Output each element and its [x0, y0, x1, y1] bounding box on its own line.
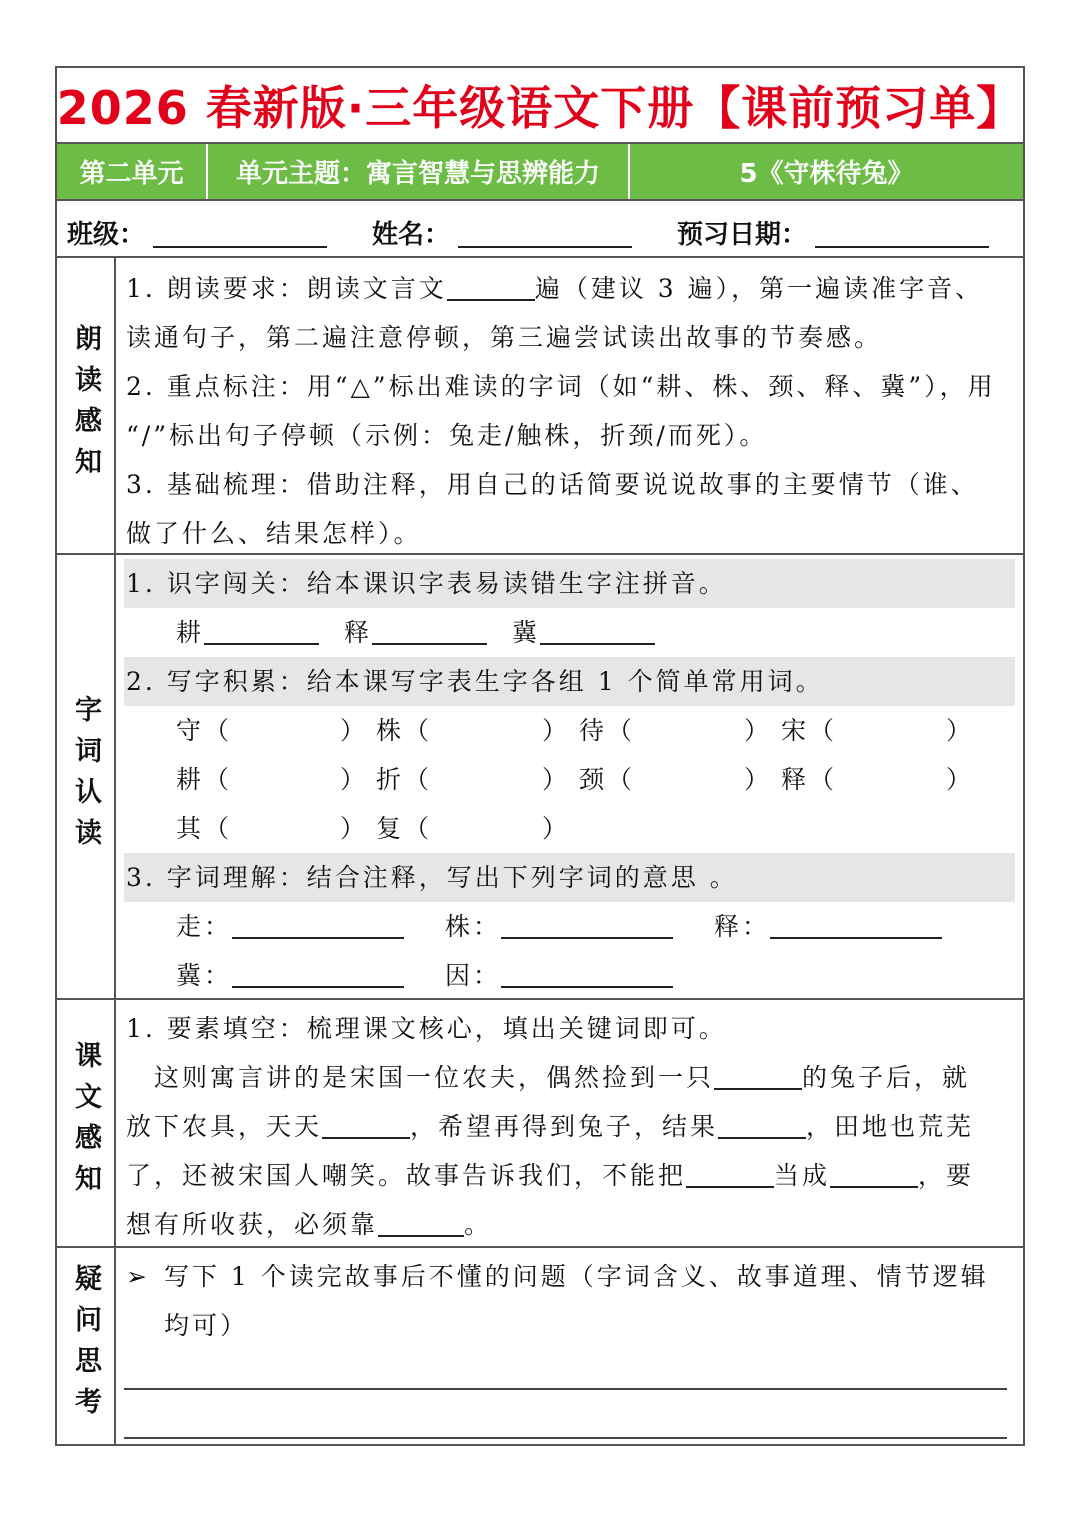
- worksheet-title: 2026 春新版·三年级语文下册【课前预习单】: [57, 68, 1023, 144]
- meaning-row-2: 冀： 因：: [176, 951, 1015, 1000]
- plot-req-1: 3. 基础梳理：借助注释，用自己的话简要说说故事的主要情节（谁、: [126, 470, 979, 499]
- unit-theme: 单元主题：寓言智慧与思辨能力: [208, 144, 630, 199]
- story-line-4: 想有所收获，必须靠 。: [126, 1200, 1015, 1249]
- date-blank[interactable]: [815, 218, 989, 248]
- mark-req-1: 2. 重点标注：用“△”标出难读的字词（如“耕、株、颈、释、冀”），用: [126, 372, 996, 401]
- name-blank[interactable]: [458, 218, 632, 248]
- story-blank-1[interactable]: [714, 1058, 802, 1090]
- story-blank-2[interactable]: [322, 1107, 410, 1139]
- class-label: 班级：: [67, 220, 146, 250]
- section-reading-label: 朗读感知: [57, 258, 116, 553]
- arrow-bullet-icon: ➢: [126, 1262, 150, 1291]
- meaning-blank-zhu[interactable]: [501, 907, 673, 939]
- pinyin-row: 耕 释 冀: [176, 608, 1015, 657]
- meaning-row-1: 走： 株： 释：: [176, 902, 1015, 951]
- element-task: 1. 要素填空：梳理课文核心，填出关键词即可。: [126, 1014, 727, 1043]
- story-blank-6[interactable]: [378, 1205, 464, 1237]
- story-blank-5[interactable]: [830, 1156, 918, 1188]
- worksheet: [55, 66, 1025, 1446]
- class-field[interactable]: [67, 214, 327, 251]
- story-line-1: 这则寓言讲的是宋国一位农夫，偶然捡到一只 的兔子后，就: [126, 1053, 1015, 1102]
- name-field[interactable]: [372, 214, 632, 251]
- meaning-blank-ji[interactable]: [232, 956, 404, 988]
- date-field[interactable]: [677, 214, 989, 251]
- pinyin-blank-ji[interactable]: [540, 613, 655, 645]
- section-vocabulary-label: 字词认读: [57, 555, 116, 998]
- reading-req-1: 1. 朗读要求：朗读文言文 遍（建议 3 遍），第一遍读准字音、: [126, 264, 1015, 313]
- student-info-row: [57, 201, 1023, 258]
- section-text: [57, 1000, 1023, 1248]
- meaning-task: 3. 字词理解：结合注释，写出下列字词的意思 。: [124, 853, 1015, 902]
- story-line-2: 放下农具，天天 ，希望再得到兔子，结果 ，田地也荒芜: [126, 1102, 1015, 1151]
- unit-label: 第二单元: [57, 144, 208, 199]
- story-blank-3[interactable]: [718, 1107, 806, 1139]
- section-reading: [57, 258, 1023, 555]
- word-row-1: 守（ ） 株（ ） 待（ ） 宋（ ）: [176, 716, 975, 745]
- lesson-title: 5《守株待兔》: [739, 159, 914, 189]
- question-prompt-1: ➢ 写下 1 个读完故事后不懂的问题（字词含义、故事道理、情节逻辑: [126, 1262, 989, 1291]
- section-questions-label: 疑问思考: [57, 1248, 116, 1444]
- question-prompt-2: 均可）: [164, 1311, 249, 1340]
- word-task: 2. 写字积累：给本课写字表生字各组 1 个简单常用词。: [124, 657, 1015, 706]
- date-label: 预习日期：: [677, 220, 808, 250]
- reading-req-2: 读通句子，第二遍注意停顿，第三遍尝试读出故事的节奏感。: [126, 323, 883, 352]
- section-questions: [57, 1248, 1023, 1444]
- pinyin-blank-geng[interactable]: [204, 613, 319, 645]
- pinyin-task: 1. 识字闯关：给本课识字表易读错生字注拼音。: [124, 559, 1015, 608]
- meaning-blank-yin[interactable]: [501, 956, 673, 988]
- meaning-blank-zou[interactable]: [232, 907, 404, 939]
- meaning-blank-shi[interactable]: [770, 907, 942, 939]
- story-line-3: 了，还被宋国人嘲笑。故事告诉我们，不能把 当成 ，要: [126, 1151, 1015, 1200]
- answer-line-1[interactable]: [124, 1388, 1007, 1390]
- section-vocabulary: [57, 555, 1023, 1000]
- word-row-3: 其（ ） 复（ ）: [176, 814, 571, 843]
- story-blank-4[interactable]: [686, 1156, 774, 1188]
- unit-header-bar: [57, 144, 1023, 201]
- name-label: 姓名：: [372, 220, 451, 250]
- word-row-2: 耕（ ） 折（ ） 颈（ ） 释（ ）: [176, 765, 975, 794]
- plot-req-2: 做了什么、结果怎样）。: [126, 519, 422, 548]
- mark-req-2: “/”标出句子停顿（示例：兔走/触株，折颈/而死）。: [126, 421, 768, 450]
- answer-line-2[interactable]: [124, 1437, 1007, 1439]
- section-text-label: 课文感知: [57, 1000, 116, 1246]
- times-blank[interactable]: [447, 269, 535, 301]
- class-blank[interactable]: [153, 218, 327, 248]
- pinyin-blank-shi[interactable]: [372, 613, 487, 645]
